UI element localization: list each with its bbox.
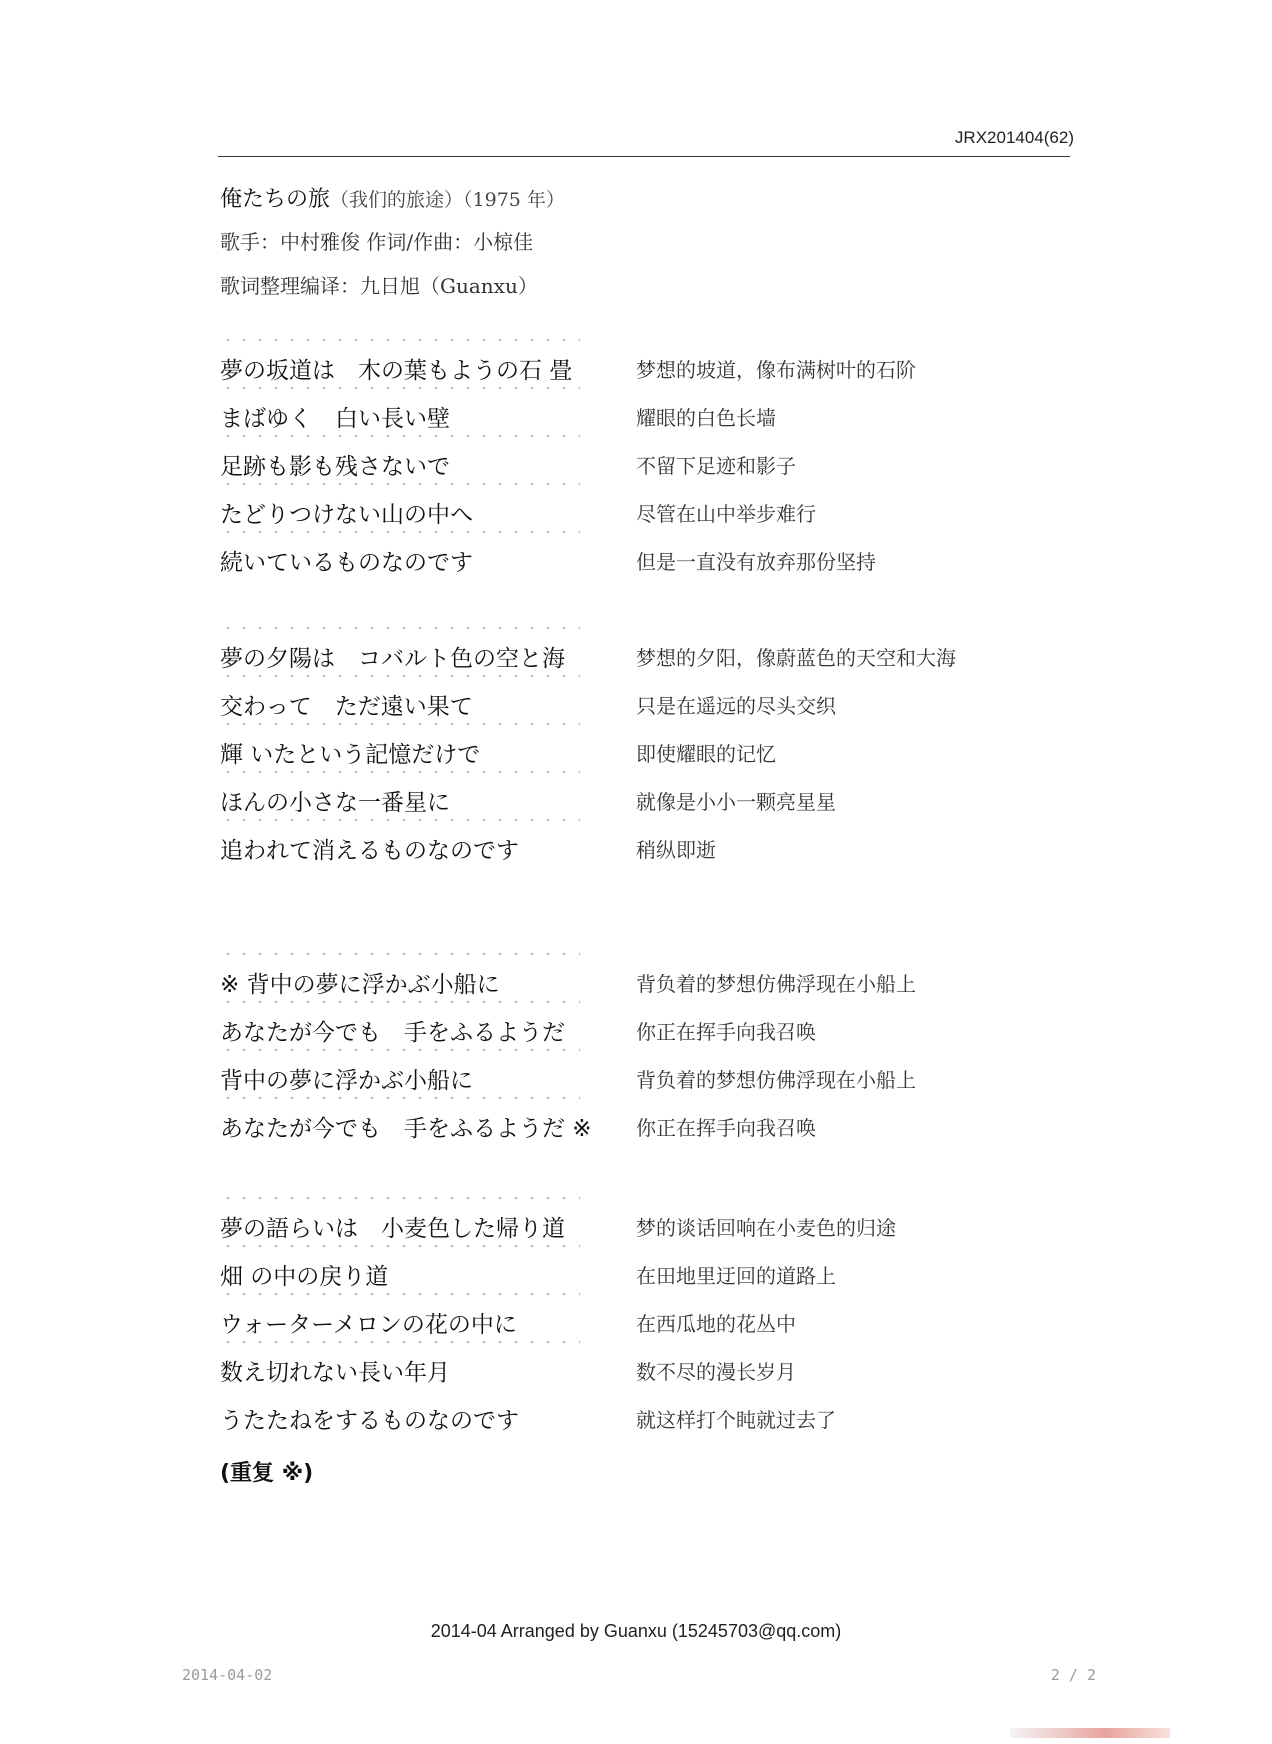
lyric-cn: 就这样打个盹就过去了 <box>636 1408 836 1432</box>
lyric-jp: ほんの小さな一番星に <box>220 790 450 816</box>
lyric-cn: 稍纵即逝 <box>636 838 716 862</box>
lyric-row <box>0 966 1272 1006</box>
furigana <box>220 720 580 730</box>
lyric-row <box>0 736 1272 776</box>
lyric-cn: 梦的谈话回响在小麦色的归途 <box>636 1216 896 1240</box>
lyric-jp: あなたが今でも 手をふるようだ <box>220 1020 565 1046</box>
lyric-cn: 尽管在山中举步难行 <box>636 502 816 526</box>
furigana <box>220 1338 580 1348</box>
furigana <box>220 1046 580 1056</box>
lyric-jp: 交わって ただ遠い果て <box>220 694 473 720</box>
lyric-cn: 梦想的夕阳，像蔚蓝色的天空和大海 <box>636 646 956 670</box>
lyric-cn: 数不尽的漫长岁月 <box>636 1360 796 1384</box>
doc-code: JRX201404(62) <box>954 128 1074 147</box>
compiler-line: 歌词整理编译：九日旭（Guanxu） <box>220 274 538 298</box>
lyric-cn: 不留下足迹和影子 <box>636 454 796 478</box>
lyric-cn: 梦想的坡道，像布满树叶的石阶 <box>636 358 916 382</box>
lyric-jp: ウォーターメロンの花の中に <box>220 1312 517 1338</box>
furigana <box>220 998 580 1008</box>
lyric-cn: 只是在遥远的尽头交织 <box>636 694 836 718</box>
furigana <box>220 1242 580 1252</box>
header-rule <box>218 156 1070 157</box>
lyric-row <box>0 1402 1272 1442</box>
furigana <box>220 816 580 826</box>
lyric-cn: 即使耀眼的记忆 <box>636 742 776 766</box>
lyric-row <box>0 352 1272 392</box>
lyric-jp: 続いているものなのです <box>220 550 473 576</box>
lyric-row <box>0 640 1272 680</box>
lyric-row <box>0 1014 1272 1054</box>
print-date: 2014-04-02 <box>182 1666 273 1684</box>
page-number: 2 / 2 <box>1050 1666 1096 1684</box>
lyric-jp: 夢の語らいは 小麦色した帰り道 <box>220 1216 565 1242</box>
lyric-jp: たどりつけない山の中へ <box>220 502 473 528</box>
furigana <box>220 1094 580 1104</box>
furigana <box>220 1194 580 1204</box>
lyric-jp: あなたが今でも 手をふるようだ ※ <box>220 1116 592 1142</box>
watermark-strip <box>1010 1728 1170 1738</box>
lyric-row <box>0 832 1272 872</box>
lyric-jp: 追われて消えるものなのです <box>220 838 519 864</box>
furigana <box>220 528 580 538</box>
lyric-jp: 畑 の中の戻り道 <box>220 1264 389 1290</box>
lyric-jp: まばゆく 白い長い壁 <box>220 406 450 432</box>
furigana <box>220 950 580 960</box>
lyric-row <box>0 400 1272 440</box>
lyric-cn: 在西瓜地的花丛中 <box>636 1312 796 1336</box>
song-title: 俺たちの旅 <box>220 187 331 212</box>
furigana <box>220 480 580 490</box>
lyric-row <box>0 496 1272 536</box>
lyric-jp: 数え切れない長い年月 <box>220 1360 450 1386</box>
lyric-row <box>0 688 1272 728</box>
furigana <box>220 768 580 778</box>
furigana <box>220 432 580 442</box>
song-title-line <box>220 182 565 213</box>
lyric-jp: うたたねをするものなのです <box>220 1408 519 1434</box>
lyric-jp: 足跡も影も残さないで <box>220 454 450 480</box>
lyric-cn: 就像是小小一颗亮星星 <box>636 790 836 814</box>
lyric-cn: 在田地里迂回的道路上 <box>636 1264 836 1288</box>
furigana <box>220 1290 580 1300</box>
furigana <box>220 624 580 634</box>
furigana <box>220 384 580 394</box>
lyric-cn: 耀眼的白色长墙 <box>636 406 776 430</box>
lyric-cn: 但是一直没有放弃那份坚持 <box>636 550 876 574</box>
lyric-cn: 你正在挥手向我召唤 <box>636 1116 816 1140</box>
artist-line: 歌手：中村雅俊 作词/作曲：小椋佳 <box>220 230 534 254</box>
lyric-row <box>0 1354 1272 1394</box>
lyric-jp: 背中の夢に浮かぶ小船に <box>220 1068 473 1094</box>
lyric-jp: 夢の夕陽は コバルト色の空と海 <box>220 646 565 672</box>
lyric-jp: 夢の坂道は 木の葉もようの石 畳 <box>220 358 573 384</box>
lyric-row <box>0 1306 1272 1346</box>
lyric-cn: 背负着的梦想仿佛浮现在小船上 <box>636 1068 916 1092</box>
lyric-row <box>0 784 1272 824</box>
lyric-row <box>0 1258 1272 1298</box>
footer-credit: 2014-04 Arranged by Guanxu (15245703@qq.com) <box>430 1621 842 1641</box>
lyric-row <box>0 1110 1272 1150</box>
lyric-jp: 輝 いたという記憶だけで <box>220 742 481 768</box>
repeat-note: (重复 ※) <box>220 1461 314 1486</box>
lyric-row <box>0 448 1272 488</box>
lyric-cn: 背负着的梦想仿佛浮现在小船上 <box>636 972 916 996</box>
lyric-cn: 你正在挥手向我召唤 <box>636 1020 816 1044</box>
lyric-row <box>0 1062 1272 1102</box>
lyric-jp: ※ 背中の夢に浮かぶ小船に <box>220 972 500 998</box>
lyric-row <box>0 544 1272 584</box>
furigana <box>220 672 580 682</box>
song-subtitle: （我们的旅途）（1975 年） <box>330 189 565 211</box>
lyric-row <box>0 1210 1272 1250</box>
furigana <box>220 336 580 346</box>
